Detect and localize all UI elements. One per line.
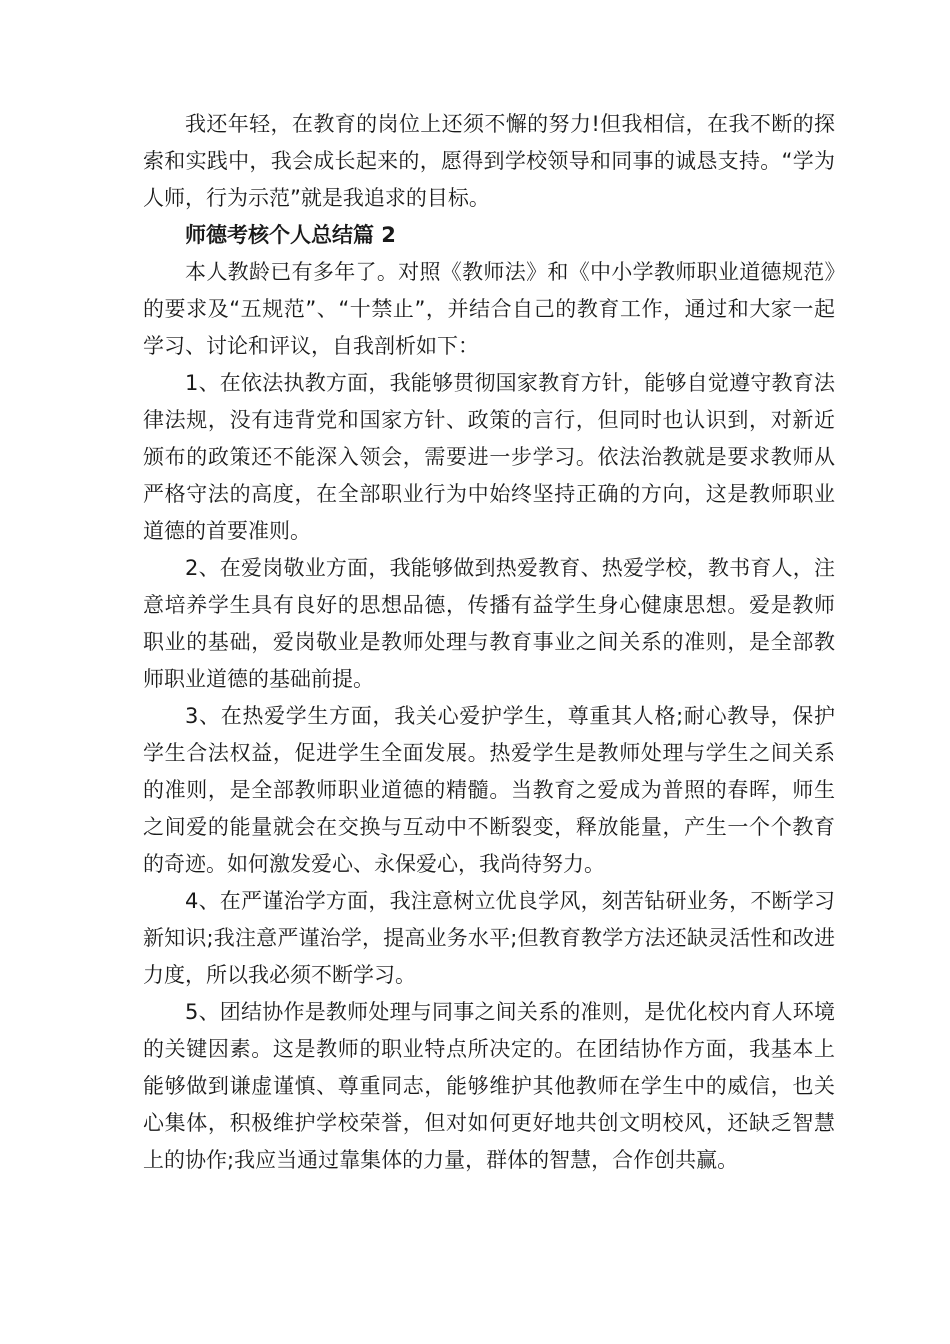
opening-paragraph: 本人教龄已有多年了。对照《教师法》和《中小学教师职业道德规范》的要求及“五规范”、“十禁止”，并结合自己的教育工作，通过和大家一起学习、讨论和评议，自我剖析如下： (143, 260, 835, 358)
item-paragraph-3: 3、在热爱学生方面，我关心爱护学生，尊重其人格;耐心教导，保护学生合法权益，促进学生全面发展。热爱学生是教师处理与学生之间关系的准则，是全部教师职业道德的精髓。当教育之爱成为普照的春晖，师生之间爱的能量就会在交换与互动中不断裂变，释放能量，产生一个个教育的奇迹。如何激发爱心、永保爱心，我尚待努力。 (143, 704, 835, 876)
item-paragraph-2: 2、在爱岗敬业方面，我能够做到热爱教育、热爱学校，教书育人，注意培养学生具有良好的思想品德，传播有益学生身心健康思想。爱是教师职业的基础，爱岗敬业是教师处理与教育事业之间关系的准则，是全部教师职业道德的基础前提。 (143, 556, 835, 691)
item-paragraph-1: 1、在依法执教方面，我能够贯彻国家教育方针，能够自觉遵守教育法律法规，没有违背党和国家方针、政策的言行，但同时也认识到，对新近颁布的政策还不能深入领会，需要进一步学习。依法治教就是要求教师从严格守法的高度，在全部职业行为中始终坚持正确的方向，这是教师职业道德的首要准则。 (143, 371, 835, 543)
document-page (143, 106, 835, 1179)
item-paragraph-4: 4、在严谨治学方面，我注意树立优良学风，刻苦钻研业务，不断学习新知识;我注意严谨治学，提高业务水平;但教育教学方法还缺灵活性和改进力度，所以我必须不断学习。 (143, 889, 835, 987)
section-heading: 师德考核个人总结篇 2 (185, 223, 396, 247)
item-paragraph-5: 5、团结协作是教师处理与同事之间关系的准则，是优化校内育人环境的关键因素。这是教师的职业特点所决定的。在团结协作方面，我基本上能够做到谦虚谨慎、尊重同志，能够维护其他教师在学生中的威信，也关心集体，积极维护学校荣誉，但对如何更好地共创文明校风，还缺乏智慧上的协作;我应当通过靠集体的力量，群体的智慧，合作创共赢。 (143, 1000, 835, 1172)
intro-paragraph: 我还年轻，在教育的岗位上还须不懈的努力!但我相信，在我不断的探索和实践中，我会成长起来的，愿得到学校领导和同事的诚恳支持。“学为人师，行为示范”就是我追求的目标。 (143, 112, 835, 210)
